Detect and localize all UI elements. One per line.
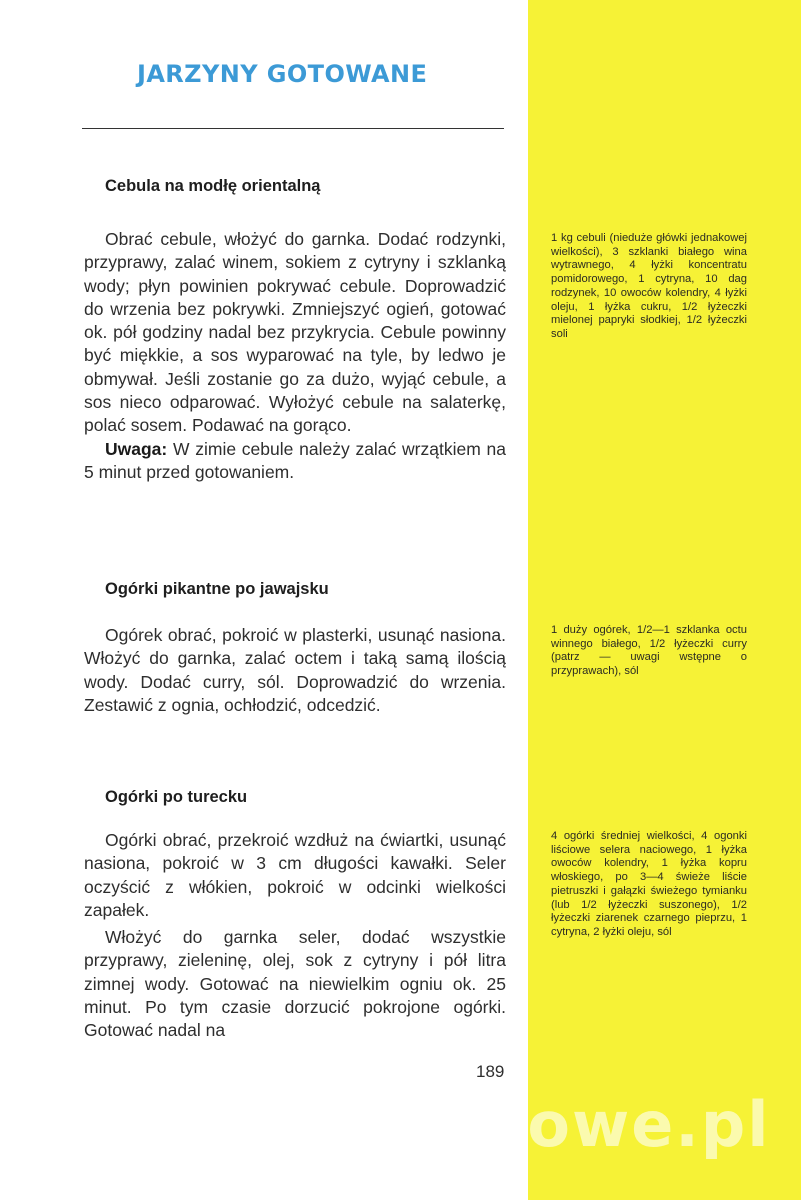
watermark: wedlinydomowe.pl	[85, 1088, 771, 1161]
page-number: 189	[476, 1062, 505, 1081]
recipe-instructions-ogorki-jawajsku	[84, 624, 506, 717]
recipe-title-ogorki-turecku: Ogórki po turecku	[105, 788, 248, 806]
recipe-instructions-ogorki-turecku	[84, 829, 506, 1043]
ingredients-sidebar-band	[528, 0, 801, 1200]
instruction-paragraph: Obrać cebule, włożyć do garnka. Dodać rodzynki, przyprawy, zalać winem, sokiem z cytryny i szklanką wody; płyn powinien pokrywać cebule. Doprowadzić do wrzenia bez pokrywki. Zmniejszyć ogień, gotować ok. pół godziny nadal bez przykrycia. Cebule powinny być miękkie, a sos wyparować na tyle, by ledwo je obmywał. Jeśli zostanie go za dużo, wyjąć cebule, a sos nieco odparować. Wyłożyć cebule na salaterkę, polać sosem. Podawać na gorąco.	[84, 229, 506, 436]
ingredients-ogorki-turecku: 4 ogórki średniej wielkości, 4 ogonki liściowe selera naciowego, 1 łyżka owoców kolendry, 1 łyżka kopru włoskiego, po 3—4 świeże liście pietruszki i gałązki świeżego tymianku (lub 1/2 łyżeczki suszonego), 1/2 łyżeczki ziarenek czarnego pieprzu, 1 cytryna, 2 łyżki oleju, sól	[551, 830, 747, 938]
recipe-instructions-cebula	[84, 228, 506, 484]
instruction-paragraph: Włożyć do garnka seler, dodać wszystkie przyprawy, zieleninę, olej, sok z cytryny i pół litra zimnej wody. Gotować na niewielkim ogniu ok. 25 minut. Po tym czasie dorzucić pokrojone ogórki. Gotować nadal na	[84, 927, 506, 1041]
recipe-title-ogorki-jawajsku: Ogórki pikantne po jawajsku	[105, 580, 329, 598]
ingredients-cebula: 1 kg cebuli (nieduże główki jednakowej wielkości), 3 szklanki białego wina wytrawnego, 4 łyżki koncentratu pomidorowego, 1 cytryna, 10 dag rodzynek, 10 owoców kolendry, 4 łyżki oleju, 1 łyżka cukru, 1/2 łyżeczki mielonej papryki słodkiej, 1/2 łyżeczki soli	[551, 232, 747, 340]
ingredients-ogorki-jawajsku: 1 duży ogórek, 1/2—1 szklanka octu winnego białego, 1/2 łyżeczki curry (patrz — uwagi wstępne o przyprawach), sól	[551, 624, 747, 678]
note-label: Uwaga:	[105, 438, 168, 459]
chapter-title: JARZYNY GOTOWANE	[137, 60, 428, 88]
recipe-note	[84, 438, 506, 485]
instruction-paragraph: Ogórki obrać, przekroić wzdłuż na ćwiartki, usunąć nasiona, pokroić w 3 cm długości kawałki. Seler oczyścić z włókien, pokroić w odcinki wielkości zapałek.	[84, 830, 506, 920]
recipe-title-cebula: Cebula na modłę orientalną	[105, 177, 321, 195]
title-divider	[82, 128, 504, 129]
instruction-paragraph: Ogórek obrać, pokroić w plasterki, usunąć nasiona. Włożyć do garnka, zalać octem i taką samą ilością wody. Dodać curry, sól. Doprowadzić do wrzenia. Zestawić z ognia, ochłodzić, odcedzić.	[84, 625, 506, 715]
note-text: W zimie cebule należy zalać wrzątkiem na 5 minut przed gotowaniem.	[84, 438, 506, 482]
